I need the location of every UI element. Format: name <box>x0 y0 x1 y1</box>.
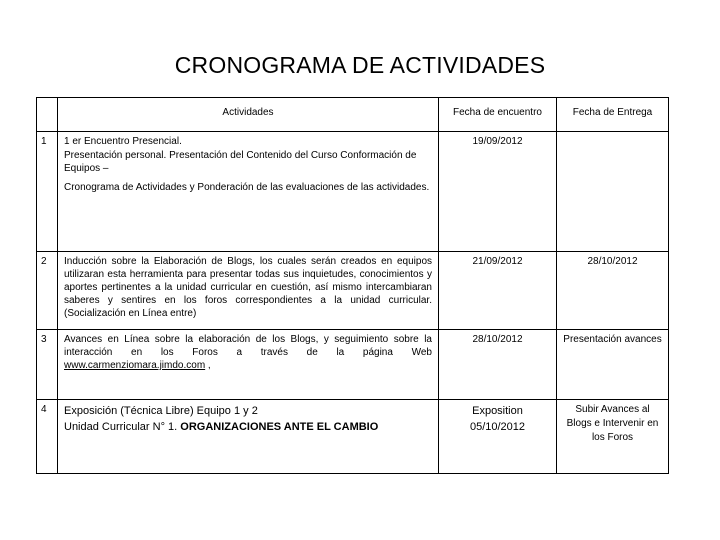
header-number <box>37 98 58 132</box>
row-number: 1 <box>37 132 58 252</box>
table-header-row <box>37 98 669 132</box>
activity-line: Cronograma de Actividades y Ponderación de las evaluaciones de las actividades. <box>64 182 430 193</box>
activity-text: Avances en Línea sobre la elaboración de los Blogs, y seguimiento sobre la interacción en los Foros a través de la página Web <box>64 334 432 358</box>
page-title: CRONOGRAMA DE ACTIVIDADES <box>174 52 546 78</box>
meeting-date: 28/10/2012 <box>439 330 557 400</box>
row-number: 4 <box>37 400 58 474</box>
row-number: 3 <box>37 330 58 400</box>
activity-line: 1 er Encuentro Presencial. <box>64 136 182 147</box>
meeting-date: 19/09/2012 <box>439 132 557 252</box>
meeting-date: 21/09/2012 <box>439 252 557 330</box>
delivery-date: Presentación avances <box>557 330 669 400</box>
activity-suffix: , <box>205 360 211 371</box>
header-meeting-date: Fecha de encuentro <box>439 98 557 132</box>
activity-description <box>58 330 439 400</box>
activity-line-prefix: Unidad Curricular N° 1. <box>64 421 181 433</box>
schedule-table <box>36 97 669 474</box>
activity-description <box>58 132 439 252</box>
table-row <box>37 400 669 474</box>
delivery-date: 28/10/2012 <box>557 252 669 330</box>
activity-description <box>58 400 439 474</box>
unit-title: ORGANIZACIONES ANTE EL CAMBIO <box>180 421 379 433</box>
activity-line: Exposición (Técnica Libre) Equipo 1 y 2 <box>64 405 258 417</box>
table-row <box>37 330 669 400</box>
activity-description: Inducción sobre la Elaboración de Blogs, los cuales serán creados en equipos utilizaran esta herramienta para presentar todas sus inquietudes, conocimientos y aportes pertinentes a la unidad curricular en cuestión, así mismo intercambiaran saberes y sentires en los foros correspondientes a la unidad curricular. (Socialización en Línea entre) <box>58 252 439 330</box>
activity-line <box>64 419 432 435</box>
row-number: 2 <box>37 252 58 330</box>
table-row <box>37 252 669 330</box>
delivery-date <box>557 132 669 252</box>
meeting-date: Exposition 05/10/2012 <box>439 400 557 474</box>
table-row <box>37 132 669 252</box>
website-link[interactable]: www.carmenziomara.jimdo.com <box>64 360 206 371</box>
header-delivery-date: Fecha de Entrega <box>557 98 669 132</box>
delivery-date: Subir Avances al Blogs e Intervenir en los Foros <box>557 400 669 474</box>
activity-line: Presentación personal. Presentación del Contenido del Curso Conformación de Equipos – <box>64 150 417 174</box>
header-activities: Actividades <box>58 98 439 132</box>
